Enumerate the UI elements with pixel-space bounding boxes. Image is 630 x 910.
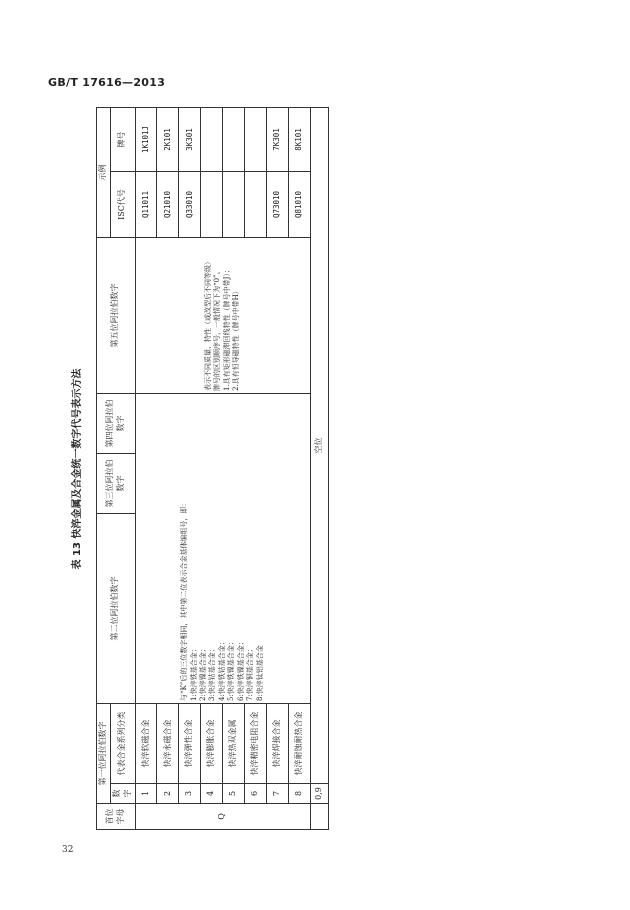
- iso-cell: Q11011: [135, 172, 157, 238]
- brand-cell: 7K301: [266, 108, 288, 172]
- series-cell: 快淬热双金属: [223, 704, 245, 784]
- desc-line: 1:快淬铁基合金；: [189, 645, 198, 701]
- desc-line: 表示不同质量、特性（或改型后不同等级）: [203, 258, 212, 391]
- series-cell: 快淬软磁合金: [135, 704, 157, 784]
- iso-cell: [223, 172, 245, 238]
- iso-cell: Q73010: [266, 172, 288, 238]
- desc-line: 6:快淬铁镍基合金；: [236, 638, 245, 701]
- digit-cell: 3: [179, 784, 201, 804]
- desc-line: 4:快淬铁钴基合金；: [217, 638, 226, 701]
- brand-cell: 1K101J: [135, 108, 157, 172]
- brand-cell: [223, 108, 245, 172]
- col-fifth-digit: 第五位阿拉伯数字: [97, 238, 136, 394]
- col-first-letter: 首位字母: [97, 804, 136, 830]
- iso-cell: [201, 172, 223, 238]
- col-series: 代表合金系列分类: [111, 704, 136, 784]
- digit-cell: 0,9: [310, 784, 328, 804]
- desc-line: 5:快淬铁镍基合金；: [227, 638, 236, 701]
- digit-cell: 6: [244, 784, 266, 804]
- series-cell: 快淬弹性合金: [179, 704, 201, 784]
- iso-cell: Q81010: [288, 172, 310, 238]
- brand-cell: 2K101: [157, 108, 179, 172]
- col-iso-code: ISC代号: [111, 172, 136, 238]
- table-caption: 表 13 快淬金属及合金统一数字代号表示方法: [72, 368, 83, 570]
- col-example: 示例: [97, 108, 111, 238]
- brand-cell: 3K301: [179, 108, 201, 172]
- empty-cell: 空位: [310, 108, 328, 784]
- digit-cell: 7: [266, 784, 288, 804]
- digit-cell: 2: [157, 784, 179, 804]
- series-cell: 快淬耐蚀耐热合金: [288, 704, 310, 784]
- iso-cell: Q21010: [157, 172, 179, 238]
- desc-line: 3:快淬钴基合金；: [208, 645, 217, 701]
- brand-cell: [244, 108, 266, 172]
- desc-line: 8:快淬钛铝基合金: [255, 645, 264, 701]
- series-cell: 快淬精密电阻合金: [244, 704, 266, 784]
- digit-cell: 1: [135, 784, 157, 804]
- letter-cell: Q: [135, 804, 310, 830]
- letter-cell-empty: [310, 804, 328, 830]
- desc-line: 7:快淬铜基合金；: [246, 645, 255, 701]
- fifth-digit-desc: [135, 238, 310, 394]
- digit-cell: 8: [288, 784, 310, 804]
- series-cell: 快淬膨胀合金: [201, 704, 223, 784]
- code-table: [96, 107, 329, 830]
- series-cell: 快淬永磁合金: [157, 704, 179, 784]
- document-header: GB/T 17616—2013: [48, 76, 166, 89]
- series-cell: 快淬焊接合金: [266, 704, 288, 784]
- col-brand: 牌号: [111, 108, 136, 172]
- col-first-digit: 第一位阿拉伯数字: [97, 704, 111, 804]
- iso-cell: [244, 172, 266, 238]
- iso-cell: Q33010: [179, 172, 201, 238]
- second-digit-desc: [135, 394, 310, 704]
- col-fourth-digit: 第四位阿拉伯数字: [97, 394, 136, 454]
- desc-line: 2:快淬镍基合金；: [199, 645, 207, 701]
- digit-cell: 4: [201, 784, 223, 804]
- brand-cell: 8K101: [288, 108, 310, 172]
- desc-line: 牌号的区别顺序号，一般情况下为“0”。: [213, 267, 222, 391]
- desc-line: 2.具有恒导磁特性（牌号中带H）: [232, 287, 241, 391]
- desc-line: 1.具有矩形磁滞回线特性（牌号中带J）；: [222, 266, 231, 391]
- col-digit: 数字: [111, 784, 136, 804]
- rotated-table-block: [72, 108, 328, 830]
- desc-line: 与“K”后的三位数字相同，其中第二位表示合金基体编组号，即：: [180, 499, 189, 701]
- digit-cell: 5: [223, 784, 245, 804]
- col-third-digit: 第三位阿拉伯数字: [97, 454, 136, 514]
- page-number: 32: [62, 845, 74, 855]
- col-second-digit: 第二位阿拉伯数字: [97, 514, 136, 704]
- brand-cell: [201, 108, 223, 172]
